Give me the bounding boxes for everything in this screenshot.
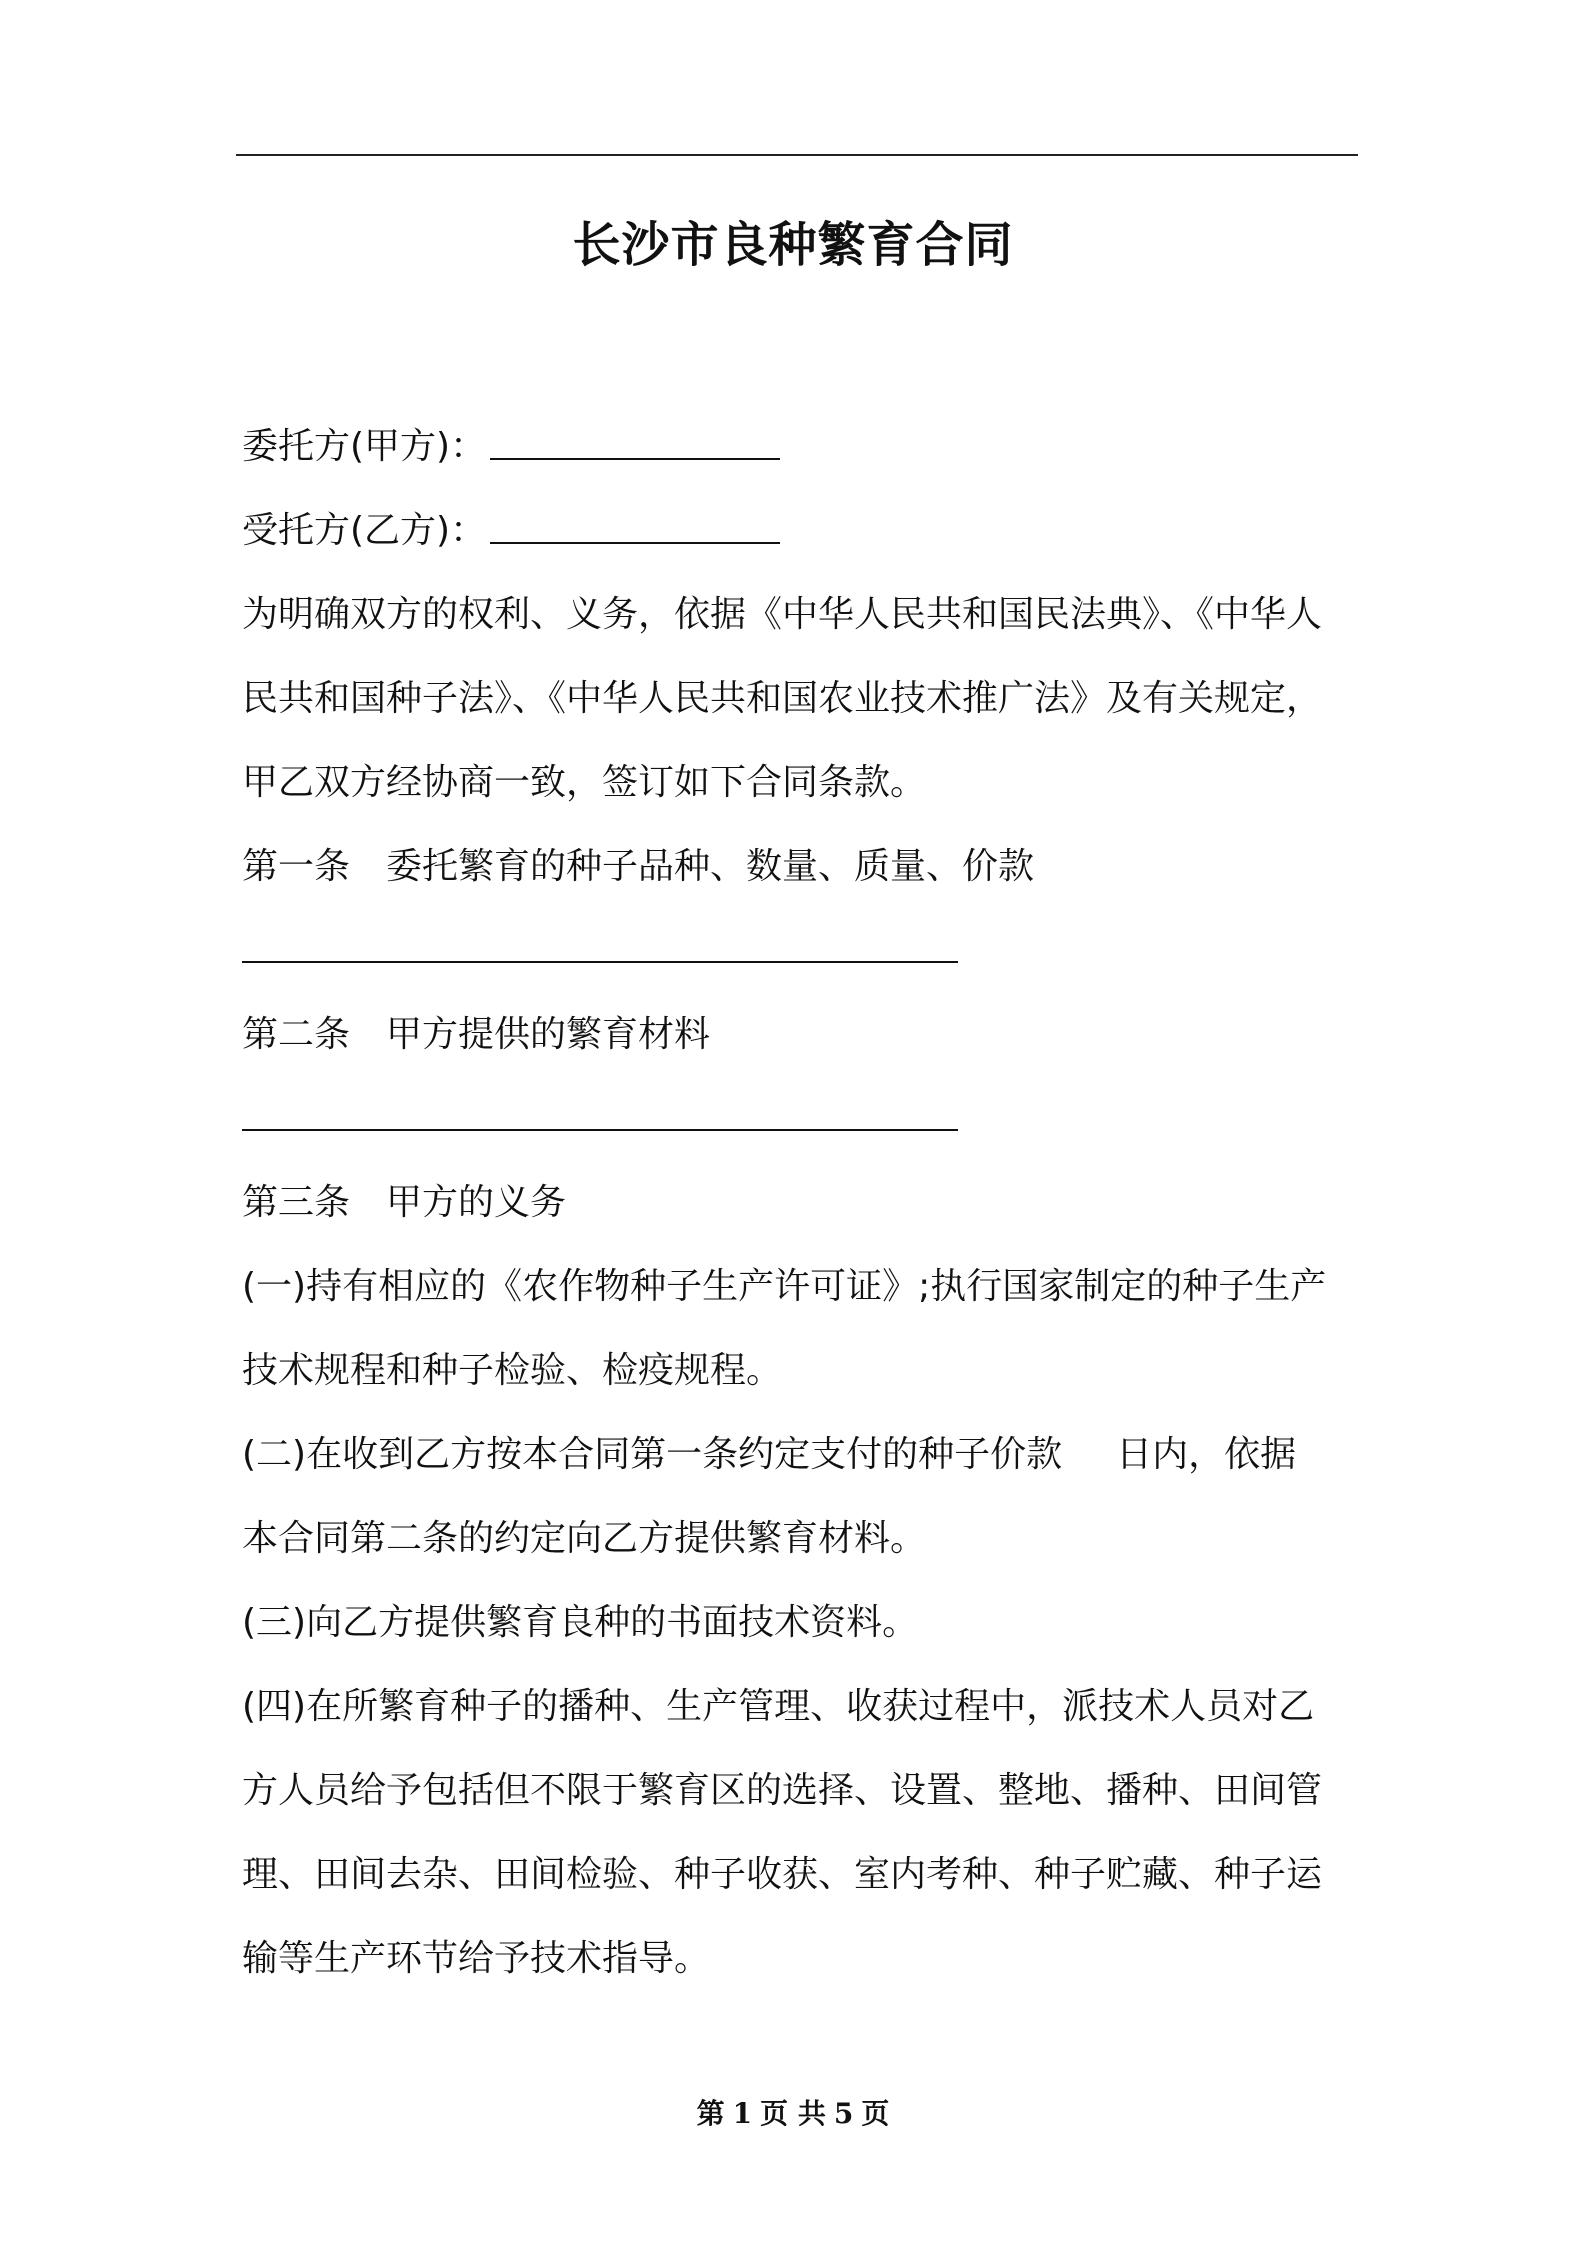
item-4-line-2: 方人员给予包括但不限于繁育区的选择、设置、整地、播种、田间管 [242,1770,1323,1811]
article-2-blank-row [242,1077,1358,1161]
preamble-line-2: 民共和国种子法》、《中华人民共和国农业技术推广法》及有关规定， [242,678,1323,719]
footer-current-page: 1 [732,2097,753,2130]
document-title: 长沙市良种繁育合同 [572,217,1014,273]
document-body [242,405,1358,2001]
party-a-line [242,405,1358,489]
article-1-blank [242,961,958,963]
item-3: (三)向乙方提供繁育良种的书面技术资料。 [242,1602,919,1643]
party-b-line [242,489,1358,573]
party-a-label: 委托方(甲方)： [242,426,487,467]
footer-middle: 页 共 [760,2097,826,2130]
party-b-blank [490,520,780,544]
article-2-blank [242,1129,958,1131]
item-1-line-2: 技术规程和种子检验、检疫规程。 [242,1350,783,1391]
item-4-line-3: 理、田间去杂、田间检验、种子收获、室内考种、种子贮藏、种子运 [242,1854,1323,1895]
footer-total-pages: 5 [833,2097,854,2130]
item-2-part-2: 日内，依据 [1116,1434,1297,1475]
article-3-heading: 第三条 甲方的义务 [242,1182,567,1223]
item-2-line-2: 本合同第二条的约定向乙方提供繁育材料。 [242,1518,927,1559]
page-footer [0,2094,1586,2134]
item-4-line-1: (四)在所繁育种子的播种、生产管理、收获过程中，派技术人员对乙 [242,1686,1315,1727]
item-1-line-1: (一)持有相应的《农作物种子生产许可证》;执行国家制定的种子生产 [242,1266,1327,1307]
footer-suffix: 页 [861,2097,890,2130]
preamble-line-3: 甲乙双方经协商一致，签订如下合同条款。 [242,762,927,803]
article-1-heading: 第一条 委托繁育的种子品种、数量、质量、价款 [242,846,1035,887]
article-2-heading: 第二条 甲方提供的繁育材料 [242,1014,711,1055]
footer-prefix: 第 [696,2097,725,2130]
item-2-line-1 [242,1413,1358,1497]
item-4-line-4: 输等生产环节给予技术指导。 [242,1938,711,1979]
article-1-blank-row [242,909,1358,993]
item-2-part-1: (二)在收到乙方按本合同第一条约定支付的种子价款 [242,1434,1063,1475]
preamble-line-1: 为明确双方的权利、义务，依据《中华人民共和国民法典》、《中华人 [242,594,1323,635]
party-a-blank [490,436,780,460]
header-rule [236,154,1358,156]
party-b-label: 受托方(乙方)： [242,510,487,551]
